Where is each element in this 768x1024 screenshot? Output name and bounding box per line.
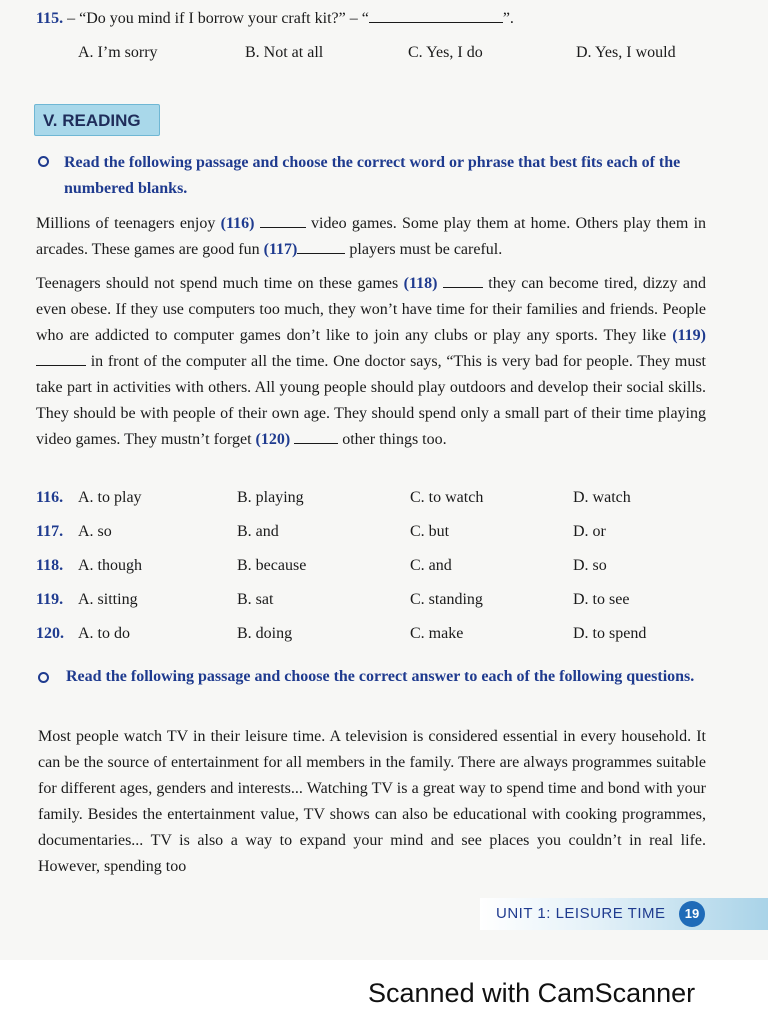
answer-number: 120.: [36, 625, 64, 642]
answer-row: [0, 489, 768, 513]
answer-number: 117.: [36, 523, 64, 540]
footer-unit-title: UNIT 1: LEISURE TIME: [496, 905, 666, 922]
option-d: D. to see: [573, 591, 630, 608]
bullet-circle-icon: [38, 672, 49, 683]
option-a: A. sitting: [78, 591, 138, 608]
option-c: C. make: [410, 625, 464, 642]
option-b: B. sat: [237, 591, 274, 608]
question-number: 115.: [36, 10, 64, 27]
answer-number: 119.: [36, 591, 64, 608]
option-b: B. because: [237, 557, 307, 574]
option-d: D. or: [573, 523, 606, 540]
answer-row: [0, 557, 768, 581]
blank-number: (119): [672, 327, 706, 344]
option-d: D. so: [573, 557, 607, 574]
blank-number: (116): [220, 215, 255, 232]
option-c: C. standing: [410, 591, 483, 608]
scanner-watermark: Scanned with CamScanner: [368, 978, 696, 1008]
option-c: C. and: [410, 557, 452, 574]
option-a: A. so: [78, 523, 112, 540]
option-a: A. though: [78, 557, 142, 574]
passage-1-paragraph-2: Teenagers should not spend much time on these games (118) they can become tired, dizzy and even obese. If they use computers too much, they won’t have time for their families and friends. People who are addicted to computer games don’t like to join any clubs or play any sports. They like (119) in front of the computer all the time. One doctor says, “This is very bad for people. They must take part in activities with others. All young people should play outdoors and develop their social skills. They should be with people of their own age. They should spend only a small part of their time playing video games. They mustn’t forget (120) other things too.: [36, 275, 707, 448]
answer-blank: [369, 8, 503, 23]
question-115-options: [0, 44, 768, 68]
blank-number: (118): [403, 275, 438, 292]
answer-number: 116.: [36, 489, 64, 506]
option-a: A. I’m sorry: [78, 44, 158, 61]
question-text: – “Do you mind if I borrow your craft kit?” – “: [63, 10, 369, 27]
answer-blank: [36, 351, 86, 366]
answer-number: 118.: [36, 557, 64, 574]
section-title-reading: V. READING: [34, 104, 160, 136]
question-115: [36, 8, 514, 28]
blank-number: (120): [255, 431, 291, 448]
option-a: A. to play: [78, 489, 142, 506]
option-b: B. playing: [237, 489, 304, 506]
answer-row: [0, 591, 768, 615]
option-c: C. Yes, I do: [408, 44, 483, 61]
page-number-badge: 19: [679, 901, 705, 927]
question-text-end: ”.: [502, 10, 514, 27]
option-d: D. to spend: [573, 625, 647, 642]
answer-blank: [294, 429, 338, 444]
passage-2: Most people watch TV in their leisure time. A television is considered essential in every household. It can be the source of entertainment for all members in the family. There are always programmes suitable for different ages, genders and interests... Watching TV is a great way to spend time and bond with your family. Besides the entertainment value, TV shows can also be educational with cooking programmes, documentaries... TV is also a way to expand your mind and see places you couldn’t in real life. However, spending too: [38, 728, 706, 875]
instruction-part-2: Read the following passage and choose the correct answer to each of the following questions.: [66, 668, 695, 685]
answer-blank: [260, 213, 306, 228]
answer-row: [0, 625, 768, 649]
blank-number: (117): [263, 241, 298, 258]
instruction-part-1: Read the following passage and choose the correct word or phrase that best fits each of the numbered blanks.: [64, 154, 681, 197]
answer-row: [0, 523, 768, 547]
option-c: C. but: [410, 523, 450, 540]
answer-blank: [297, 239, 345, 254]
option-c: C. to watch: [410, 489, 484, 506]
option-d: D. Yes, I would: [576, 44, 676, 61]
option-d: D. watch: [573, 489, 631, 506]
option-a: A. to do: [78, 625, 130, 642]
option-b: B. and: [237, 523, 279, 540]
bullet-circle-icon: [38, 156, 49, 167]
option-b: B. Not at all: [245, 44, 324, 61]
option-b: B. doing: [237, 625, 293, 642]
passage-1-paragraph-1: Millions of teenagers enjoy (116) video games. Some play them at home. Others play them in arcades. These games are good fun (117) players must be careful.: [36, 215, 707, 258]
answer-blank: [443, 273, 483, 288]
